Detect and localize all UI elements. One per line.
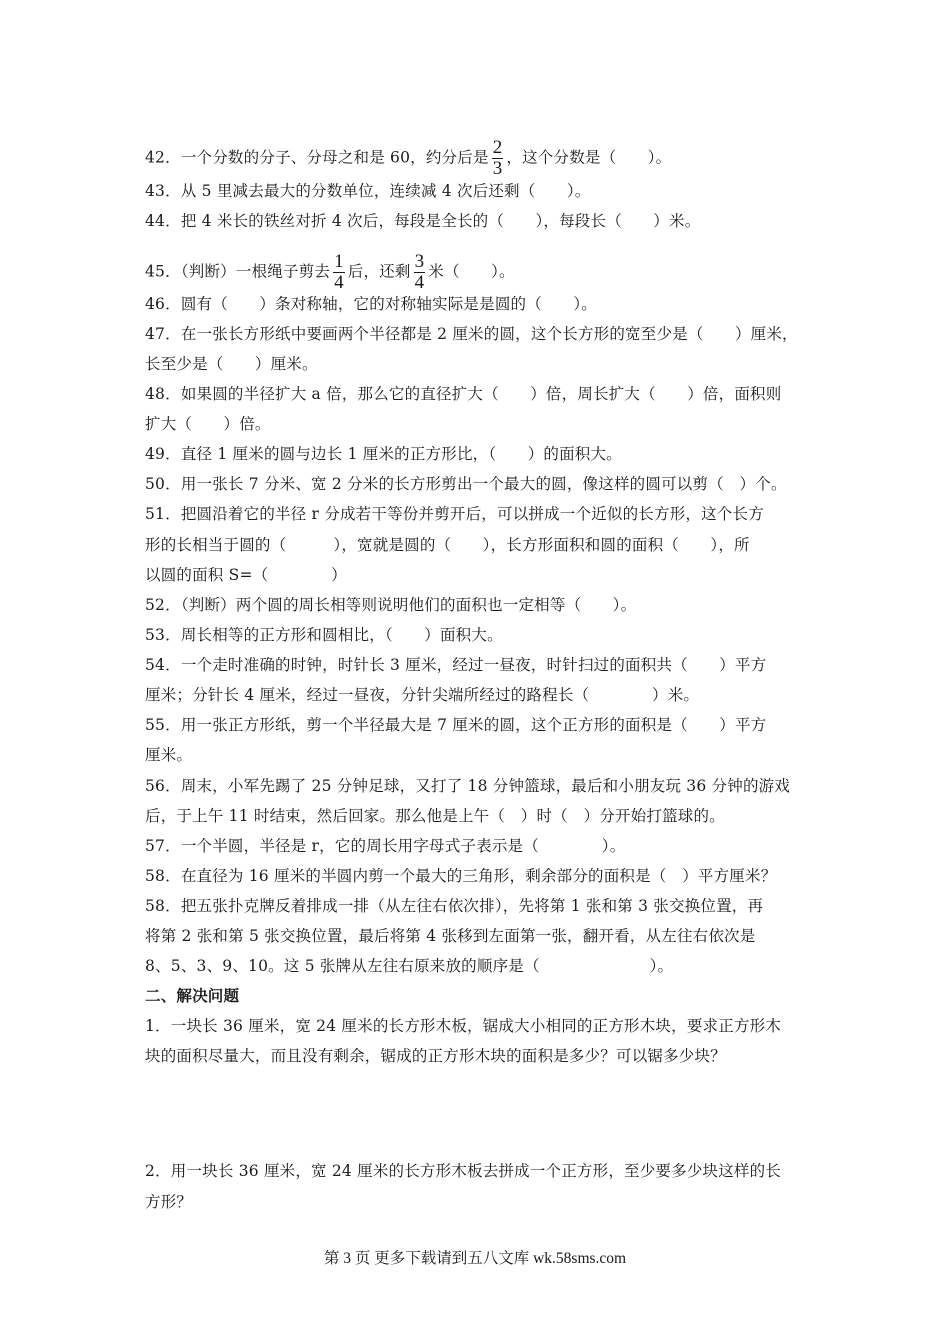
question-57: 57．一个半圆，半径是 r，它的周长用字母式子表示是（ ）。 <box>145 837 626 855</box>
question-47-line2: 长至少是（ ）厘米。 <box>145 355 318 373</box>
question-58b-line3: 8、5、3、9、10。这 5 张牌从左往右原来放的顺序是（ ）。 <box>145 957 674 975</box>
problem-1-line2: 块的面积尽量大，而且没有剩余，锯成的正方形木块的面积是多少？可以锯多少块？ <box>145 1047 726 1065</box>
fraction: $\frac{3}{4}$ <box>414 251 425 293</box>
question-43: 43．从 5 里减去最大的分数单位，连续减 4 次后还剩（ ）。 <box>145 182 591 200</box>
question-51-line2: 形的长相当于圆的（ ），宽就是圆的（ ），长方形面积和圆的面积（ ），所 <box>145 536 750 554</box>
question-54-line2: 厘米；分针长 4 厘米，经过一昼夜，分针尖端所经过的路程长（ ）米。 <box>145 686 700 704</box>
question-49: 49．直径 1 厘米的圆与边长 1 厘米的正方形比，（ ）的面积大。 <box>145 445 622 463</box>
fraction: $\frac{1}{4}$ <box>334 251 344 293</box>
question-48-line2: 扩大（ ）倍。 <box>145 415 271 433</box>
question-55-line2: 厘米。 <box>145 746 193 764</box>
question-47-line1: 47．在一张长方形纸中要画两个半径都是 2 厘米的圆，这个长方形的宽至少是（ ）厘米， <box>145 325 798 343</box>
question-51-line3: 以圆的面积 S=（ ） <box>145 566 347 584</box>
question-56-line1: 56．周末，小军先踢了 25 分钟足球，又打了 18 分钟篮球，最后和小朋友玩 36 分钟的游戏 <box>145 777 791 795</box>
question-52: 52．（判断）两个圆的周长相等则说明他们的面积也一定相等（ ）。 <box>145 596 637 614</box>
question-53: 53．周长相等的正方形和圆相比，（ ）面积大。 <box>145 626 503 644</box>
problem-1-line1: 1．一块长 36 厘米，宽 24 厘米的长方形木板，锯成大小相同的正方形木块，要求正方形木 <box>145 1017 782 1035</box>
page-footer: 第 3 页 更多下载请到五八文库 wk.58sms.com <box>323 1250 627 1267</box>
question-44: 44．把 4 米长的铁丝对折 4 次后，每段是全长的（ ），每段长（ ）米。 <box>145 212 701 230</box>
question-54-line1: 54．一个走时准确的时钟，时针长 3 厘米，经过一昼夜，时针扫过的面积共（ ）平方 <box>145 656 767 674</box>
question-42: 42．一个分数的分子、分母之和是 60，约分后是 $\frac{2}{3}$ ，这个分数是（ ）。 <box>145 137 672 179</box>
problem-2-line2: 方形？ <box>145 1193 193 1211</box>
question-46: 46．圆有（ ）条对称轴，它的对称轴实际是是圆的（ ）。 <box>145 295 597 313</box>
question-50: 50．用一张长 7 分米、宽 2 分米的长方形剪出一个最大的圆，像这样的圆可以剪（ ）个。 <box>145 475 787 493</box>
fraction: $\frac{2}{3}$ <box>492 137 503 179</box>
question-58a: 58．在直径为 16 厘米的半圆内剪一个最大的三角形，剩余部分的面积是（ ）平方厘米？ <box>145 867 777 885</box>
question-45: 45．（判断）一根绳子剪去 $\frac{1}{4}$ 后，还剩 $\frac{3}{4}$ 米（ ）。 <box>145 251 515 293</box>
question-48-line1: 48．如果圆的半径扩大 a 倍，那么它的直径扩大（ ）倍，周长扩大（ ）倍，面积则 <box>145 385 782 403</box>
question-58b-line2: 将第 2 张和第 5 张交换位置，最后将第 4 张移到左面第一张，翻开看，从左往右依次是 <box>145 927 756 945</box>
question-58b-line1: 58．把五张扑克牌反着排成一排（从左往右依次排），先将第 1 张和第 3 张交换位置，再 <box>145 897 764 915</box>
question-56-line2: 后，于上午 11 时结束，然后回家。那么他是上午（ ）时（ ）分开始打篮球的。 <box>145 807 725 825</box>
problem-2-line1: 2．用一块长 36 厘米，宽 24 厘米的长方形木板去拼成一个正方形，至少要多少块这样的长 <box>145 1162 782 1180</box>
question-51-line1: 51．把圆沿着它的半径 r 分成若干等份并剪开后，可以拼成一个近似的长方形，这个长方 <box>145 505 764 523</box>
question-55-line1: 55．用一张正方形纸，剪一个半径最大是 7 厘米的圆，这个正方形的面积是（ ）平方 <box>145 716 767 734</box>
section-heading: 二、解决问题 <box>145 986 240 1005</box>
